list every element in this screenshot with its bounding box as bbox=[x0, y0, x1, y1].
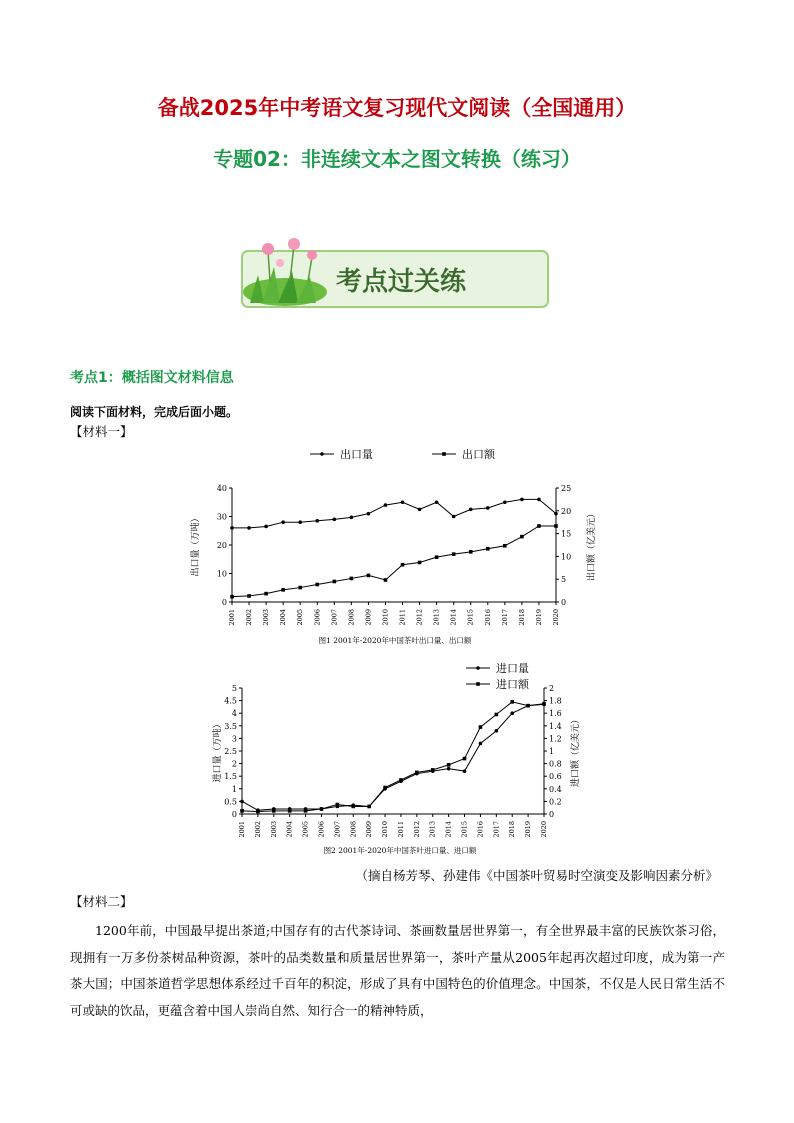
x-tick-label: 2013 bbox=[428, 821, 437, 838]
data-point-出口额 bbox=[350, 577, 354, 581]
legend-label: 进口量 bbox=[496, 662, 529, 675]
banner-graphic bbox=[240, 237, 550, 309]
x-tick-label: 2014 bbox=[444, 821, 453, 838]
x-tick-label: 2016 bbox=[483, 609, 492, 626]
x-tick-label: 2018 bbox=[508, 821, 517, 838]
x-tick-label: 2019 bbox=[524, 821, 533, 838]
x-tick-label: 2004 bbox=[285, 821, 294, 838]
data-point-出口量 bbox=[367, 512, 371, 516]
x-tick-label: 2005 bbox=[296, 609, 305, 626]
legend-marker bbox=[442, 452, 446, 456]
x-tick-label: 2015 bbox=[466, 609, 475, 626]
data-point-出口量 bbox=[247, 526, 251, 530]
x-tick-label: 2006 bbox=[317, 821, 326, 838]
x-tick-label: 2004 bbox=[279, 609, 288, 626]
data-point-出口额 bbox=[452, 552, 456, 556]
x-tick-label: 2011 bbox=[396, 821, 405, 838]
data-point-出口量 bbox=[298, 520, 302, 524]
data-point-出口量 bbox=[537, 498, 541, 502]
data-point-进口额 bbox=[336, 803, 340, 807]
data-point-出口额 bbox=[469, 550, 473, 554]
data-point-出口量 bbox=[554, 512, 558, 516]
data-point-出口额 bbox=[520, 535, 524, 539]
x-tick-label: 2008 bbox=[347, 609, 356, 626]
data-point-出口量 bbox=[418, 508, 422, 512]
data-point-进口额 bbox=[510, 700, 514, 704]
x-tick-label: 2018 bbox=[517, 609, 526, 626]
material2-paragraph: 1200年前，中国最早提出茶道;中国存有的古代茶诗词、茶画数量居世界第一，有全世界最丰富的民族饮茶习俗，现拥有一万多份茶树品种资源，茶叶的品类数量和质量居世界第一，茶叶产量从2005年起再次超过印度，成为第一产茶大国；中国茶道哲学思想体系经过千百年的积淀，形成了具有中国特色的价值理念。中国茶，不仅是人民日常生活不可或缺的饮品，更蕴含着中国人崇尚自然、知行合一的精神特质， bbox=[70, 923, 725, 1018]
data-point-出口额 bbox=[503, 544, 507, 548]
banner-label: 考点过关练 bbox=[336, 267, 467, 297]
x-tick-label: 2012 bbox=[412, 821, 421, 838]
document-title: 备战2025年中考语文复习现代文阅读（全国通用） bbox=[157, 96, 637, 120]
y-tick-label-left: 4.5 bbox=[224, 696, 237, 706]
source-citation: （摘自杨芳琴、孙建伟《中国茶叶贸易时空演变及影响因素分析》 bbox=[355, 868, 718, 883]
x-tick-label: 2003 bbox=[262, 609, 271, 626]
y-tick-label-left: 4 bbox=[231, 709, 237, 719]
y-tick-label-left: 2 bbox=[231, 759, 237, 769]
data-point-进口额 bbox=[288, 809, 292, 813]
x-tick-label: 2014 bbox=[449, 609, 458, 626]
x-tick-label: 2010 bbox=[381, 609, 390, 626]
material2-label: 【材料二】 bbox=[70, 894, 133, 909]
document-subtitle: 专题02：非连续文本之图文转换（练习） bbox=[213, 147, 581, 171]
x-tick-label: 2002 bbox=[245, 609, 254, 626]
data-point-出口额 bbox=[247, 594, 251, 598]
data-point-出口额 bbox=[230, 595, 234, 599]
chart-caption: 图2 2001年-2020年中国茶叶进口量、进口额 bbox=[323, 846, 477, 855]
data-point-进口额 bbox=[272, 809, 276, 813]
y-tick-label-right: 15 bbox=[561, 529, 572, 539]
y-tick-label-right: 2 bbox=[549, 684, 555, 693]
x-tick-label: 2016 bbox=[476, 821, 485, 838]
data-point-出口量 bbox=[350, 516, 354, 520]
y-tick-label-right: 0.4 bbox=[549, 784, 562, 794]
x-tick-label: 2012 bbox=[415, 609, 424, 626]
data-point-进口额 bbox=[479, 725, 483, 729]
chart-import bbox=[200, 655, 600, 865]
legend-label: 出口额 bbox=[462, 448, 495, 461]
material1-label: 【材料一】 bbox=[70, 424, 133, 439]
data-point-进口额 bbox=[399, 778, 403, 782]
data-point-出口额 bbox=[281, 588, 285, 592]
data-point-出口额 bbox=[418, 561, 422, 565]
data-point-出口量 bbox=[452, 515, 456, 519]
banner bbox=[240, 237, 550, 309]
data-point-出口额 bbox=[486, 547, 490, 551]
y-tick-label-right: 1.2 bbox=[549, 734, 562, 744]
y-tick-label-left: 0.5 bbox=[224, 797, 237, 807]
data-point-出口额 bbox=[401, 563, 405, 567]
y-tick-label-right: 5 bbox=[561, 575, 567, 585]
legend-marker bbox=[476, 682, 480, 686]
data-point-进口额 bbox=[447, 763, 451, 767]
data-point-进口额 bbox=[304, 809, 308, 813]
y-tick-label-right: 20 bbox=[561, 506, 572, 516]
x-tick-label: 2020 bbox=[552, 609, 560, 626]
data-point-出口额 bbox=[298, 586, 302, 590]
data-point-出口额 bbox=[315, 583, 319, 587]
data-point-出口量 bbox=[264, 525, 268, 529]
y-axis-label-right: 出口额（亿美元） bbox=[587, 508, 597, 582]
data-point-出口量 bbox=[520, 498, 524, 502]
y-tick-label-right: 10 bbox=[561, 552, 572, 562]
data-point-出口额 bbox=[264, 592, 268, 596]
data-point-进口额 bbox=[240, 809, 244, 813]
data-point-出口量 bbox=[281, 520, 285, 524]
y-tick-label-right: 1.4 bbox=[549, 721, 562, 731]
y-axis-label-right: 进口额（亿美元） bbox=[571, 714, 581, 788]
data-point-进口量 bbox=[463, 769, 467, 773]
data-point-出口量 bbox=[230, 526, 234, 530]
y-tick-label-right: 0.6 bbox=[549, 772, 562, 782]
x-tick-label: 2001 bbox=[238, 821, 246, 838]
data-point-出口量 bbox=[503, 500, 507, 504]
data-point-出口额 bbox=[333, 580, 337, 584]
x-tick-label: 2013 bbox=[432, 609, 441, 626]
section-heading: 考点1：概括图文材料信息 bbox=[70, 370, 234, 386]
x-tick-label: 2005 bbox=[301, 821, 310, 838]
data-point-出口量 bbox=[469, 508, 473, 512]
legend-marker bbox=[320, 452, 324, 456]
data-point-出口额 bbox=[435, 555, 439, 559]
data-point-出口额 bbox=[367, 574, 371, 578]
y-axis-label-left: 出口量（万吨） bbox=[191, 513, 201, 577]
data-point-进口额 bbox=[320, 807, 324, 811]
data-point-进口额 bbox=[367, 805, 371, 809]
y-axis-label-left: 进口量（万吨） bbox=[213, 719, 223, 783]
series-line-进口额 bbox=[242, 702, 544, 812]
data-point-出口量 bbox=[315, 519, 319, 523]
y-tick-label-right: 1.6 bbox=[549, 709, 562, 719]
y-tick-label-right: 0.8 bbox=[549, 759, 562, 769]
data-point-进口量 bbox=[240, 800, 244, 804]
data-point-进口量 bbox=[479, 742, 483, 746]
data-point-出口量 bbox=[384, 503, 388, 507]
y-tick-label-right: 25 bbox=[561, 484, 572, 493]
x-tick-label: 2003 bbox=[269, 821, 278, 838]
data-point-进口额 bbox=[415, 771, 419, 775]
y-tick-label-right: 0.2 bbox=[549, 797, 562, 807]
data-point-进口额 bbox=[495, 713, 499, 717]
x-tick-label: 2002 bbox=[253, 821, 262, 838]
x-tick-label: 2009 bbox=[364, 609, 373, 626]
data-point-进口额 bbox=[463, 757, 467, 761]
series-line-出口额 bbox=[232, 526, 556, 597]
x-tick-label: 2017 bbox=[492, 821, 501, 838]
y-tick-label-left: 5 bbox=[231, 684, 237, 693]
series-line-出口量 bbox=[232, 499, 556, 528]
x-tick-label: 2019 bbox=[534, 609, 543, 626]
x-tick-label: 2015 bbox=[460, 821, 469, 838]
data-point-进口额 bbox=[383, 786, 387, 790]
y-tick-label-left: 0 bbox=[221, 598, 227, 607]
data-point-进口额 bbox=[431, 768, 435, 772]
data-point-出口量 bbox=[333, 518, 337, 522]
y-tick-label-right: 0 bbox=[549, 810, 555, 819]
data-point-出口额 bbox=[384, 578, 388, 582]
x-tick-label: 2017 bbox=[500, 609, 509, 626]
data-point-出口额 bbox=[537, 524, 541, 528]
y-tick-label-right: 0 bbox=[561, 598, 567, 607]
data-point-进口量 bbox=[510, 711, 514, 715]
x-tick-label: 2011 bbox=[398, 609, 407, 626]
data-point-进口额 bbox=[256, 810, 260, 814]
instruction: 阅读下面材料，完成后面小题。 bbox=[70, 405, 239, 419]
data-point-出口量 bbox=[435, 500, 439, 504]
data-point-出口量 bbox=[486, 506, 490, 510]
x-tick-label: 2008 bbox=[349, 821, 358, 838]
y-tick-label-left: 20 bbox=[216, 541, 227, 550]
y-tick-label-left: 30 bbox=[216, 512, 227, 522]
x-tick-label: 2009 bbox=[365, 821, 374, 838]
data-point-出口额 bbox=[554, 524, 558, 528]
chart-caption: 图1 2001年-2020年中国茶叶出口量、出口额 bbox=[318, 636, 472, 645]
legend-label: 进口额 bbox=[496, 678, 529, 691]
data-point-进口额 bbox=[526, 704, 530, 708]
data-point-进口额 bbox=[542, 702, 546, 706]
y-tick-label-left: 3.5 bbox=[224, 721, 237, 731]
series-line-进口量 bbox=[242, 704, 544, 810]
y-tick-label-right: 1 bbox=[549, 747, 555, 756]
x-tick-label: 2007 bbox=[333, 821, 342, 838]
x-tick-label: 2020 bbox=[540, 821, 548, 838]
x-tick-label: 2001 bbox=[228, 609, 236, 626]
y-tick-label-left: 2.5 bbox=[224, 747, 237, 756]
data-point-进口量 bbox=[447, 767, 451, 771]
y-tick-label-left: 40 bbox=[216, 484, 227, 493]
y-tick-label-right: 1.8 bbox=[549, 696, 562, 706]
y-tick-label-left: 1 bbox=[231, 784, 237, 794]
y-tick-label-left: 1.5 bbox=[224, 772, 237, 782]
y-tick-label-left: 3 bbox=[231, 734, 237, 744]
x-tick-label: 2007 bbox=[330, 609, 339, 626]
legend-label: 出口量 bbox=[340, 448, 373, 461]
y-tick-label-left: 0 bbox=[231, 810, 237, 819]
y-tick-label-left: 10 bbox=[216, 569, 227, 579]
chart-export bbox=[180, 440, 600, 650]
legend-marker bbox=[476, 666, 480, 670]
x-tick-label: 2010 bbox=[381, 821, 390, 838]
data-point-出口量 bbox=[401, 500, 405, 504]
data-point-进口额 bbox=[351, 805, 355, 809]
data-point-进口量 bbox=[495, 729, 499, 733]
x-tick-label: 2006 bbox=[313, 609, 322, 626]
